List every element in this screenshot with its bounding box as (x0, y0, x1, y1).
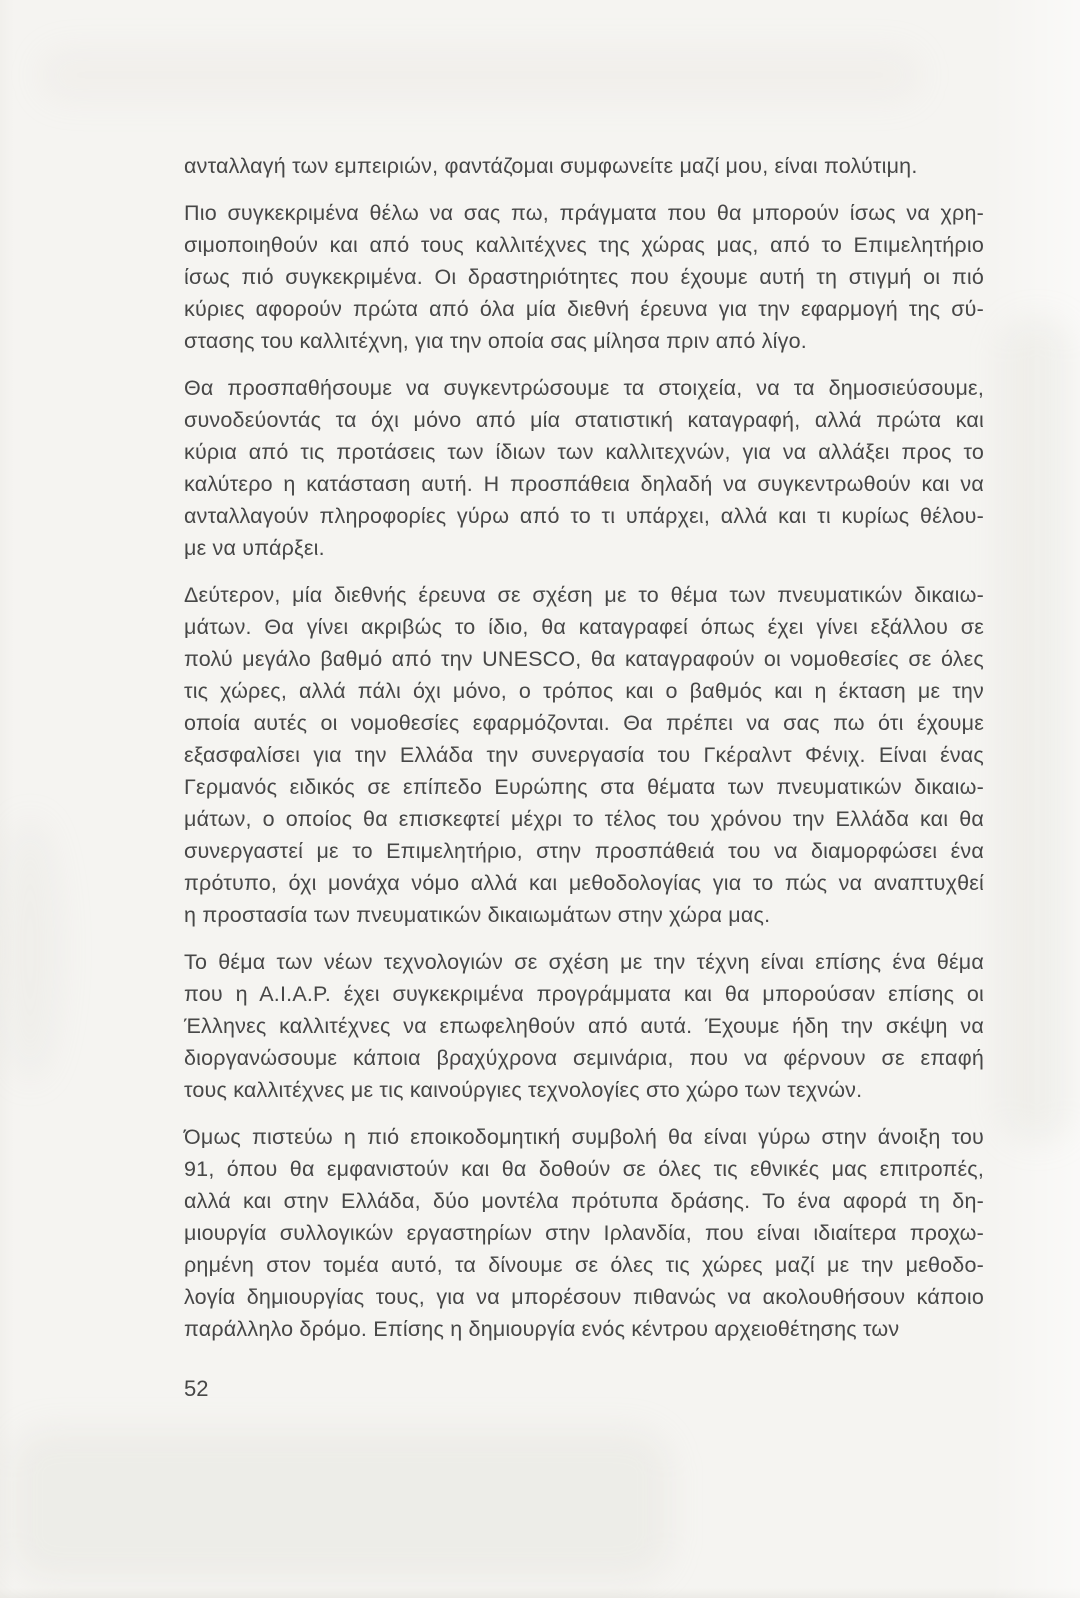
text-line: που η Α.Ι.Α.Ρ. έχει συγκεκριμένα προγράμματα και θα μπορούσαν επίσης οι (184, 982, 984, 1006)
paragraph (184, 1121, 984, 1345)
text-line: Δεύτερον, μία διεθνής έρευνα σε σχέση με το θέμα των πνευματικών δικαιω- (184, 583, 984, 607)
paragraph (184, 372, 984, 564)
text-line: Γερμανός ειδικός σε επίπεδο Ευρώπης στα θέματα των πνευματικών δικαιω- (184, 775, 984, 799)
text-line: κύριες αφορούν πρώτα από όλα μία διεθνή έρευνα για την εφαρμογή της σύ- (184, 297, 984, 321)
text-line: τις χώρες, αλλά πάλι όχι μόνο, ο τρόπος και ο βαθμός και η έκταση με την (184, 679, 984, 703)
page-number: 52 (184, 1376, 209, 1401)
paragraph (184, 579, 984, 931)
text-line: μιουργία συλλογικών εργαστηρίων στην Ιρλανδία, που είναι ιδιαίτερα προχω- (184, 1221, 984, 1245)
text-line: αλλά και στην Ελλάδα, δύο μοντέλα πρότυπα δράσης. Το ένα αφορά τη δη- (184, 1189, 984, 1213)
paragraph (184, 197, 984, 357)
text-line: ρημένη στον τομέα αυτό, τα δίνουμε σε όλες τις χώρες μαζί με την μεθοδο- (184, 1253, 984, 1277)
text-line: τους καλλιτέχνες με τις καινούργιες τεχνολογίες στο χώρο των τεχνών. (184, 1078, 863, 1102)
text-line: σιμοποιηθούν και από τους καλλιτέχνες της χώρας μας, από το Επιμελητήριο (184, 233, 984, 257)
text-line: ανταλλαγή των εμπειριών, φαντάζομαι συμφωνείτε μαζί μου, είναι πολύτιμη. (184, 154, 918, 178)
text-line: οποία αυτές οι νομοθεσίες εφαρμόζονται. Θα πρέπει να σας πω ότι έχουμε (184, 711, 984, 735)
text-line: συνοδεύοντάς τα όχι μόνο από μία στατιστική καταγραφή, αλλά πρώτα και (184, 408, 984, 432)
text-line: Το θέμα των νέων τεχνολογιών σε σχέση με την τέχνη είναι επίσης ένα θέμα (184, 950, 984, 974)
text-line: μάτων. Θα γίνει ακριβώς το ίδιο, θα καταγραφεί όπως έχει γίνει εξάλλου σε (184, 615, 984, 639)
text-line: η προστασία των πνευματικών δικαιωμάτων στην χώρα μας. (184, 903, 771, 927)
text-line: συνεργαστεί με το Επιμελητήριο, στην προσπάθειά του να διαμορφώσει ένα (184, 839, 984, 863)
photocopy-smudge (1002, 320, 1072, 1140)
paragraph (184, 150, 984, 182)
text-line: λογία δημιουργίας τους, για να μπορέσουν πιθανώς να ακολουθήσουν κάποιο (184, 1285, 984, 1309)
body-text (184, 150, 984, 1345)
text-line: κύρια από τις προτάσεις των ίδιων των καλλιτεχνών, για να αλλάξει προς το (184, 440, 984, 464)
text-line: Έλληνες καλλιτέχνες να επωφεληθούν από αυτά. Έχουμε ήδη την σκέψη να (184, 1014, 984, 1038)
text-line: μάτων, ο οποίος θα επισκεφτεί μέχρι το τέλος του χρόνου την Ελλάδα και θα (184, 807, 984, 831)
text-line: πρότυπο, όχι μονάχα νόμο αλλά και μεθοδολογίας για το πώς να αναπτυχθεί (184, 871, 984, 895)
text-line: ίσως πιό συγκεκριμένα. Οι δραστηριότητες που έχουμε αυτή τη στιγμή οι πιό (184, 265, 984, 289)
photocopy-smudge (0, 820, 60, 1080)
text-line: εξασφαλίσει για την Ελλάδα την συνεργασία του Γκέραλντ Φένιχ. Είναι ένας (184, 743, 984, 767)
photocopy-smudge (10, 1430, 670, 1580)
text-line: Θα προσπαθήσουμε να συγκεντρώσουμε τα στοιχεία, να τα δημοσιεύσουμε, (184, 376, 984, 400)
photocopy-smudge (40, 50, 920, 100)
text-line: παράλληλο δρόμο. Επίσης η δημιουργία ενός κέντρου αρχειοθέτησης των (184, 1317, 900, 1341)
text-line: διοργανώσουμε κάποια βραχύχρονα σεμινάρια, που να φέρνουν σε επαφή (184, 1046, 984, 1070)
text-line: με να υπάρξει. (184, 536, 325, 560)
paragraph (184, 946, 984, 1106)
text-line: Πιο συγκεκριμένα θέλω να σας πω, πράγματα που θα μπορούν ίσως να χρη- (184, 201, 984, 225)
text-line: καλύτερο η κατάσταση αυτή. Η προσπάθεια δηλαδή να συγκεντρωθούν και να (184, 472, 984, 496)
text-line: Όμως πιστεύω η πιό εποικοδομητική συμβολή θα είναι γύρω στην άνοιξη του (184, 1125, 984, 1149)
text-line: 91, όπου θα εμφανιστούν και θα δοθούν σε όλες τις εθνικές μας επιτροπές, (184, 1157, 984, 1181)
text-line: ανταλλαγούν πληροφορίες γύρω από το τι υπάρχει, αλλά και τι κυρίως θέλου- (184, 504, 984, 528)
text-line: πολύ μεγάλο βαθμό από την UNESCO, θα καταγραφούν οι νομοθεσίες σε όλες (184, 647, 984, 671)
text-line: στασης του καλλιτέχνη, για την οποία σας μίλησα πριν από λίγο. (184, 329, 807, 353)
